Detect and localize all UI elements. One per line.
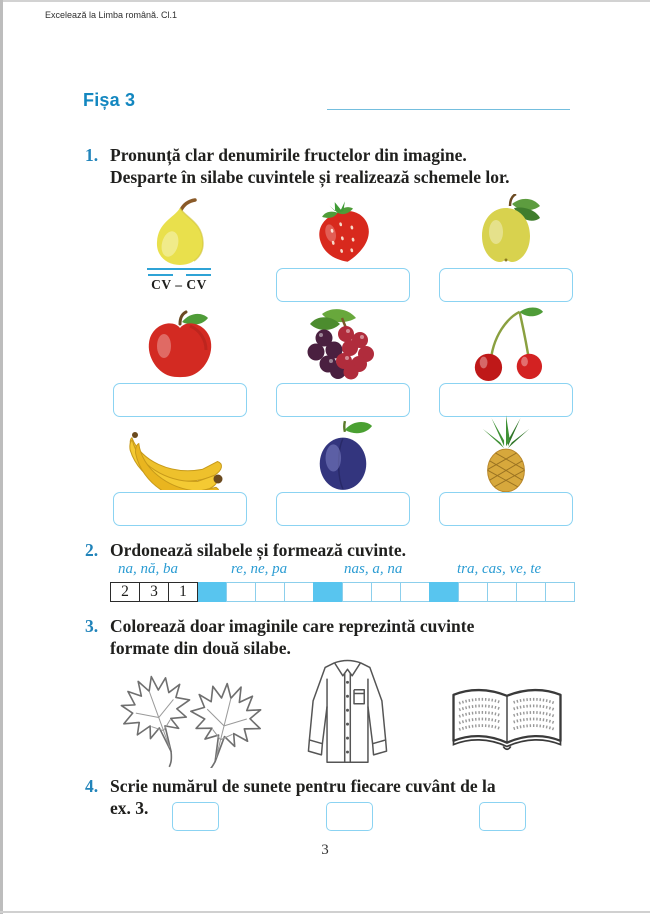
exercise-4 [85,775,496,819]
pear-image [113,198,246,268]
answer-cell [545,582,575,602]
scheme-line-word [147,268,211,270]
exercise-1 [85,144,510,188]
answer-cell: 3 [139,582,169,602]
pineapple-image [439,415,572,493]
answer-cell [226,582,256,602]
sound-count-box [326,802,373,831]
cherries-image [439,306,572,382]
separator-cell [429,582,459,602]
syllable-group: tra, cas, ve, te [457,561,542,577]
name-write-line [327,109,570,110]
quince-image [439,194,572,266]
syllable-group: re, ne, pa [231,561,288,577]
open-book-image [446,684,568,767]
answer-box [113,383,247,417]
exercise-3-number: 3. [85,616,99,636]
exercise-3-line1: Colorează doar imaginile care reprezintă cuvinte [110,616,475,636]
syllable-answer-table [110,582,575,602]
syllable-group: na, nă, ba [118,561,178,577]
answer-cell [371,582,401,602]
scheme-label: CV – CV [151,277,207,292]
exercise-2 [85,539,406,561]
apple-image [113,310,246,382]
answer-cell: 2 [110,582,140,602]
exercise-4-line2: ex. 3. [110,798,149,818]
exercise-2-number: 2. [85,540,99,560]
bananas-image [113,424,246,490]
answer-cell [400,582,430,602]
answer-cell [284,582,314,602]
exercise-1-line1: Pronunță clar denumirile fructelor din imagine. [110,145,467,165]
exercise-4-line1: Scrie numărul de sunete pentru fiecare cuvânt de la [110,776,496,796]
maple-leaves-image [112,666,270,773]
running-head: Excelează la Limba română. Cl.1 [45,10,178,20]
plum-image [276,420,409,492]
exercise-3-line2: formate din două silabe. [110,638,291,658]
sound-count-box [172,802,219,831]
sheet-title: Fișa 3 [83,90,136,110]
syllable-group: nas, a, na [344,561,403,577]
separator-cell [313,582,343,602]
answer-cell [255,582,285,602]
strawberry-image [276,200,409,266]
answer-box [276,268,410,302]
scheme-line-syllables [113,274,245,276]
sound-count-box [479,802,526,831]
exercise-1-number: 1. [85,145,99,165]
exercise-3 [85,615,474,659]
page-edge-bottom [0,911,650,913]
grapes-image [276,306,409,380]
answer-box [276,492,410,526]
answer-box [113,492,247,526]
answer-box [439,492,573,526]
answer-cell: 1 [168,582,198,602]
shirt-image [301,658,394,773]
exercise-4-number: 4. [85,776,99,796]
answer-box [439,383,573,417]
answer-cell [342,582,372,602]
answer-cell [516,582,546,602]
answer-cell [487,582,517,602]
separator-cell [197,582,227,602]
answer-box [276,383,410,417]
exercise-2-text: Ordonează silabele și formează cuvinte. [110,540,406,560]
syllable-scheme [113,268,245,293]
answer-box [439,268,573,302]
exercise-1-line2: Desparte în silabe cuvintele și realizează schemele lor. [110,167,510,187]
page-edge-top [0,0,650,2]
page-number: 3 [321,842,329,858]
answer-cell [458,582,488,602]
page-edge-left [0,0,3,914]
